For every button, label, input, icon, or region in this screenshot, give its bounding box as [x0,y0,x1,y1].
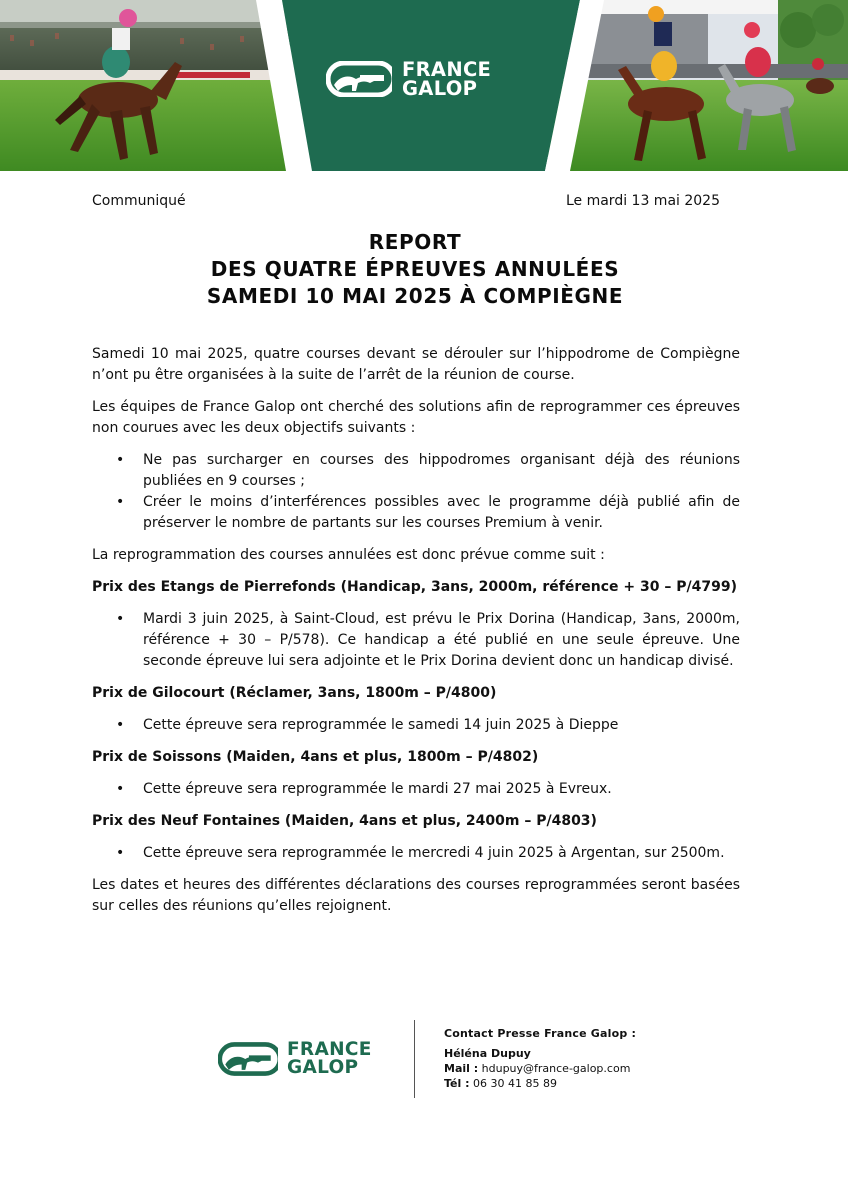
paragraph-objectives-intro: Les équipes de France Galop ont cherché des solutions afin de reprogrammer ces épreuves non courues avec les deux objectifs suivants : [92,399,740,436]
objective-item: • Créer le moins d’interférences possibles avec le programme déjà publié afin de préserver le nombre de partants sur les courses Premium à venir. [92,492,740,534]
race-detail: • Cette épreuve sera reprogrammée le mercredi 4 juin 2025 à Argentan, sur 2500m. [92,843,740,864]
contact-heading: Contact Presse France Galop : [444,1027,637,1040]
race-title: Prix de Gilocourt (Réclamer, 3ans, 1800m – P/4800) [92,685,497,701]
race-detail: • Mardi 3 juin 2025, à Saint-Cloud, est prévu le Prix Dorina (Handicap, 3ans, 2000m, référence + 30 – P/578). Ce handicap a été publié en une seule épreuve. Une seconde épreuve lui sera adjointe et le Prix Dorina devient donc un handicap divisé. [92,609,740,672]
press-contact [444,1026,636,1091]
contact-tel-row [444,1076,636,1091]
document-title [0,229,830,310]
race-detail-list [92,609,740,672]
contact-mail-row [444,1061,636,1076]
header-logo [326,60,491,98]
objective-item: • Ne pas surcharger en courses des hippodromes organisant déjà des réunions publiées en 9 courses ; [92,450,740,492]
title-line-2: DES QUATRE ÉPREUVES ANNULÉES [210,257,620,281]
brand-line-1: FRANCE [402,58,492,81]
paragraph-schedule-intro: La reprogrammation des courses annulées est donc prévue comme suit : [92,547,605,563]
contact-name: Héléna Dupuy [444,1047,531,1060]
race-title: Prix des Neuf Fontaines (Maiden, 4ans et plus, 2400m – P/4803) [92,813,597,829]
paragraph-intro: Samedi 10 mai 2025, quatre courses devant se dérouler sur l’hippodrome de Compiègne n’ont pu être organisées à la suite de l’arrêt de la réunion de course. [92,346,740,383]
header-banner [0,0,848,171]
race-detail-list [92,779,740,800]
race-detail: • Cette épreuve sera reprogrammée le mardi 27 mai 2025 à Evreux. [92,779,740,800]
race-detail-list [92,843,740,864]
mail-label: Mail : [444,1062,479,1075]
horse-g-logo-icon [326,61,392,97]
race-detail: • Cette épreuve sera reprogrammée le samedi 14 juin 2025 à Dieppe [92,715,740,736]
contact-tel: 06 30 41 85 89 [473,1077,557,1090]
brand-line-2: GALOP [402,77,478,100]
horse-g-logo-icon [218,1042,278,1076]
footer-divider [414,1020,415,1098]
race-detail-list [92,715,740,736]
race-title: Prix de Soissons (Maiden, 4ans et plus, 1800m – P/4802) [92,749,539,765]
brand-line-1: FRANCE [287,1039,372,1060]
contact-mail[interactable]: hdupuy@france-galop.com [481,1062,631,1075]
footer-logo [218,1041,372,1077]
document-body [92,344,740,928]
document-date: Le mardi 13 mai 2025 [565,193,720,209]
tel-label: Tél : [444,1077,470,1090]
paragraph-closing: Les dates et heures des différentes déclarations des courses reprogrammées seront basées sur celles des réunions qu’elles rejoignent. [92,877,740,914]
brand-line-2: GALOP [287,1057,359,1078]
title-line-1: REPORT [368,230,462,254]
document-type: Communiqué [92,193,186,209]
title-line-3: SAMEDI 10 MAI 2025 À COMPIÈGNE [206,284,624,308]
objectives-list [92,450,740,534]
race-title: Prix des Etangs de Pierrefonds (Handicap, 3ans, 2000m, référence + 30 – P/4799) [92,579,737,595]
